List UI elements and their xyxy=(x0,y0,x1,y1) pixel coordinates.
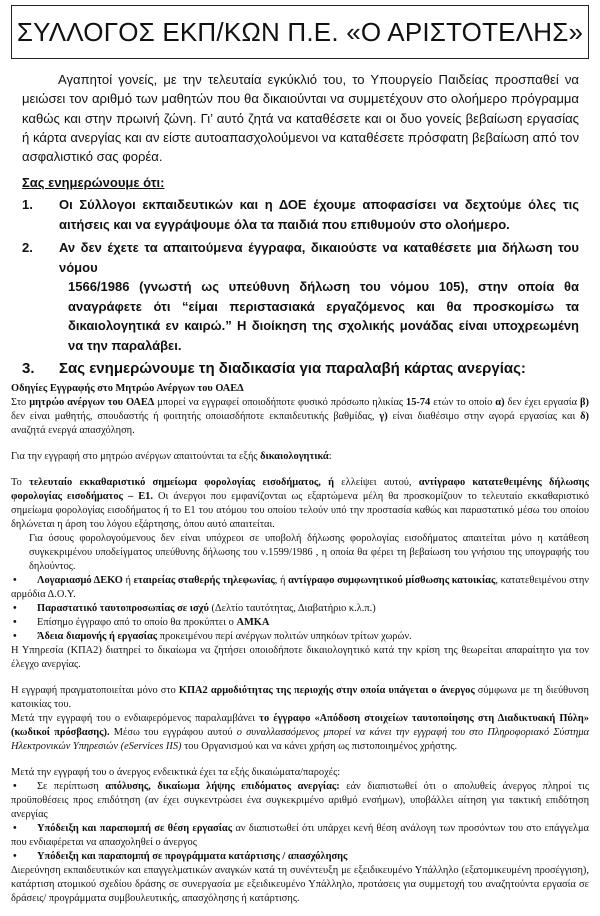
text: Οι άνεργοι που εμφανίζονται ως εξαρτώμενα μέλη θα προσκομίζουν το τελευταίο εκκαθαριστικό σημείωμα φορολογίας εισοδήματος ή το Ε1 του ατόμου του οποίου τελούν υπό την προστασία καθώς και παραστατικό μέσω του οποίου δηλώνεται η άρση του λόγου εξάρτησης, όπου αυτό απαιτείται. xyxy=(11,491,589,531)
text: είναι διαθέσιμο στην αγορά εργασίας και xyxy=(387,411,581,423)
spacer xyxy=(11,672,589,684)
document-title: ΣΥΛΛΟΓΟΣ ΕΚΠ/ΚΩΝ Π.Ε. «Ο ΑΡΙΣΤΟΤΕΛΗΣ» xyxy=(16,16,584,47)
item-number: 3. xyxy=(22,360,35,378)
oaed-heading xyxy=(11,382,589,396)
spacer xyxy=(11,438,589,450)
document-title-box xyxy=(11,5,589,59)
bullet-icon: • xyxy=(13,851,17,863)
text: ετών το οποίο xyxy=(430,397,496,409)
text: Η εγγραφή πραγματοποιείται μόνο στο xyxy=(11,685,179,697)
right-bullet xyxy=(11,850,589,864)
text-bold: αντίγραφο συμφωνητικού μίσθωσης κατοικίας xyxy=(288,575,496,587)
oaed-paragraph-4: Για όσους φορολογούμενους δεν είναι υπόχρεοι σε υποβολή δήλωσης φορολογίας εισοδήματος απαιτείται μόνο η κατάθεση συγκεκριμένου υποδείγματος υπεύθυνης δήλωσης του ν.1599/1986 , η οποία θα φέρει τη βεβαίωση του γνήσιου της υπογραφής του δηλούντος. xyxy=(29,533,589,573)
text-bold: δ) xyxy=(580,411,589,423)
text-bold: δικαιολογητικά xyxy=(260,451,329,463)
oaed-heading-text: Οδηγίες Εγγραφής στο Μητρώο Ανέργων του ΟΑΕΔ xyxy=(11,383,244,395)
bullet-icon: • xyxy=(13,575,17,587)
spacer xyxy=(11,754,589,766)
oaed-paragraph-2 xyxy=(11,450,589,464)
intro-paragraph: Αγαπητοί γονείς, με την τελευταία εγκύκλιό του, το Υπουργείο Παιδείας προσπαθεί να μειώσει τον αριθμό των μαθητών που θα δικαιούνται να συμμετέχουν στο ολοήμερο πρόγραμμα καθώς και στην πρωινή ζώνη. Γι’ αυτό ζητά να καταθέσετε και οι δυο γονείς βεβαίωση εργασίας ή κάρτα ανεργίας και αν είστε αυτοαπασχολούμενοι να καταθέσετε πρόσφατη βεβαίωση από τον ασφαλιστικό σας φορέα. xyxy=(22,72,579,165)
text-bold: εταιρείας σταθερής τηλεφωνίας xyxy=(133,575,275,587)
oaed-paragraph-6 xyxy=(11,684,589,712)
oaed-instructions xyxy=(11,382,589,906)
item-text: Σας ενημερώνουμε τη διαδικασία για παραλαβή κάρτας ανεργίας: xyxy=(59,360,526,378)
requirement-bullet xyxy=(11,574,589,602)
requirement-bullet xyxy=(11,630,589,644)
text: Επίσημο έγγραφο από το οποίο θα προκύπτει ο xyxy=(37,617,237,629)
text: δεν είναι μαθητής, σπουδαστής ή φοιτητής οποιασδήποτε εκπαιδευτικής βαθμίδας, xyxy=(11,411,380,423)
item-text-rest: 1566/1986 (γνωστή ως υπεύθυνη δήλωση του νόμου 105), στην οποία θα αναγράφετε ότι “είμαι περιστασιακά εργαζόμενος και θα προσκομίσω τα δικαιολογητικά εν καιρώ.” Η διοίκηση της σχολικής μονάδας είναι υποχρεωμένη να την παραλάβει. xyxy=(68,279,579,353)
inform-heading: Σας ενημερώνουμε ότι: xyxy=(22,175,165,191)
right-bullet xyxy=(11,780,589,822)
text-bold: Υπόδειξη και παραπομπή σε προγράμματα κατάρτισης / απασχόλησης xyxy=(37,851,348,863)
oaed-paragraph-5: Η Υπηρεσία (ΚΠΑ2) διατηρεί το δικαίωμα να ζητήσει οποιοδήποτε δικαιολογητικό κατά την κρίση της θεωρείται απαραίτητο για τον έλεγχο ανεργίας. xyxy=(11,645,589,671)
text: αν διαπιστωθεί ότι υπάρχει κενή θέση ανάλογη των προσόντων του στο επάγγελμα που ενδιαφέρεται να απασχοληθεί ο άνεργος xyxy=(11,823,589,849)
spacer xyxy=(11,464,589,476)
text-bold: τελευταίο εκκαθαριστικό σημείωμα φορολογίας εισοδήματος, ή xyxy=(29,477,335,489)
item-text: Οι Σύλλογοι εκπαιδευτικών και η ΔΟΕ έχουμε αποφασίσει να δεχτούμε όλες τις αιτήσεις και να εγγράψουμε όλα τα παιδιά που επιθυμούν στο ολοήμερο. xyxy=(59,197,579,232)
text: Σε περίπτωση xyxy=(37,781,106,793)
bullet-icon: • xyxy=(13,631,17,643)
text: μπορεί να εγγραφεί οποιοδήποτε φυσικό πρόσωπο ηλικίας xyxy=(154,397,406,409)
item-text-first: Αν δεν έχετε τα απαιτούμενα έγγραφα, δικαιούστε να καταθέσετε μια δήλωση του νόμου xyxy=(59,240,579,275)
text-bold: το έγγραφο «Απόδοση στοιχείων ταυτοποίησης στη Διαδικτυακή Πύλη» (κωδικοί πρόσβασης). xyxy=(11,713,590,739)
text: προκειμένου περί ανέργων πολιτών υπηκόων τρίτων χωρών. xyxy=(157,631,412,643)
text: (Δελτίο ταυτότητας, Διαβατήριο κ.λ.π.) xyxy=(208,603,376,615)
text-bold: απόλυσης, δικαίωμα λήψης επιδόματος ανεργίας: xyxy=(105,781,340,793)
text: σύμφωνα με τη διεύθυνση κατοικίας του. xyxy=(11,685,589,711)
text-bold: ΚΠΑ2 αρμοδιότητας της περιοχής στην οποία υπάγεται ο άνεργος xyxy=(178,685,475,697)
bullet-icon: • xyxy=(13,781,17,793)
requirement-bullet xyxy=(11,602,589,616)
item-number: 2. xyxy=(22,240,33,256)
oaed-paragraph-3 xyxy=(11,476,589,532)
text: Στο xyxy=(11,397,30,409)
text-bold: μητρώο ανέργων του ΟΑΕΔ xyxy=(29,397,155,409)
text-bold: Παραστατικό ταυτοπροσωπίας σε ισχύ xyxy=(37,603,209,615)
text: Μετά την εγγραφή του ο ενδιαφερόμενος παραλαμβάνει xyxy=(11,713,260,725)
numbered-item-3 xyxy=(22,359,579,379)
text-bold: αντίγραφο κατατεθειμένης δήλωσης φορολογίας εισοδήματος – Ε1. xyxy=(11,477,589,503)
text: εάν διαπιστωθεί ότι ο απολυθείς άνεργος πληροί τις προϋποθέσεις προς επιδότηση (αν έχει συγκεντρώσει ένα συγκεκριμένο αριθμό ενσήμων), υποβάλλει αίτηση για τακτική επιδότηση ανεργίας xyxy=(11,781,589,821)
text-italic: ο συναλλασσόμενος μπορεί να κάνει την εγγραφή του στο Πληροφοριακό Σύστημα Ηλεκτρονικών Υπηρεσιών (eServices ΙΙS) xyxy=(11,727,589,753)
text-bold: Λογαριασμό ΔΕΚΟ xyxy=(37,575,123,587)
bullet-icon: • xyxy=(13,617,17,629)
text-bold: α) xyxy=(495,397,505,409)
right-bullet xyxy=(11,822,589,850)
oaed-paragraph-8: Μετά την εγγραφή του ο άνεργος ενδεικτικά έχει τα εξής δικαιώματα/παροχές: xyxy=(11,767,341,779)
text: Μέσω του εγγράφου αυτού xyxy=(109,727,237,739)
bullet-icon: • xyxy=(13,823,17,835)
text: αναζητά ενεργά απασχόληση. xyxy=(11,425,135,437)
text: του Οργανισμού και να κάνει χρήση ως πιστοποιημένος χρήστης. xyxy=(181,741,458,753)
text: : xyxy=(328,451,332,463)
oaed-paragraph-1 xyxy=(11,396,589,438)
text: Το xyxy=(11,477,30,489)
text-bold: Υπόδειξη και παραπομπή σε θέση εργασίας xyxy=(37,823,233,835)
text-bold: γ) xyxy=(379,411,388,423)
requirement-bullet xyxy=(11,616,589,630)
text: , ή xyxy=(274,575,289,587)
text: ελλείψει αυτού, xyxy=(334,477,419,489)
text-bold: β) xyxy=(580,397,589,409)
numbered-item-2 xyxy=(22,238,579,355)
oaed-paragraph-9: Διερεύνηση εκπαιδευτικών και επαγγελματικών αναγκών κατά τη συνέντευξη με εξειδικευμένο Υπάλληλο (εξατομικευμένη προσέγγιση), κατάρτιση ατομικού σχεδίου δράσης σε συνεργασία με εξειδικευμένο Υπάλληλο, προτάσεις για συμμετοχή του αναζητούντα εργασία σε δράσεις/ προγράμματα συμβουλευτικής, απασχόλησης ή κατάρτισης. xyxy=(11,865,589,905)
bullet-icon: • xyxy=(13,603,17,615)
numbered-item-1 xyxy=(22,195,579,234)
text-bold: 15-74 xyxy=(406,397,431,409)
text-bold: Άδεια διαμονής ή εργασίας xyxy=(37,631,158,643)
item-number: 1. xyxy=(22,197,33,213)
text: , κατατεθειμένου στην αρμόδια Δ.Ο.Υ. xyxy=(11,575,589,601)
oaed-paragraph-7 xyxy=(11,712,589,754)
text: Για την εγγραφή στο μητρώο ανέργων απαιτούνται τα εξής xyxy=(11,451,261,463)
text-bold: ΑΜΚΑ xyxy=(236,617,270,629)
text: δεν έχει εργασία xyxy=(504,397,581,409)
text: ή xyxy=(122,575,134,587)
